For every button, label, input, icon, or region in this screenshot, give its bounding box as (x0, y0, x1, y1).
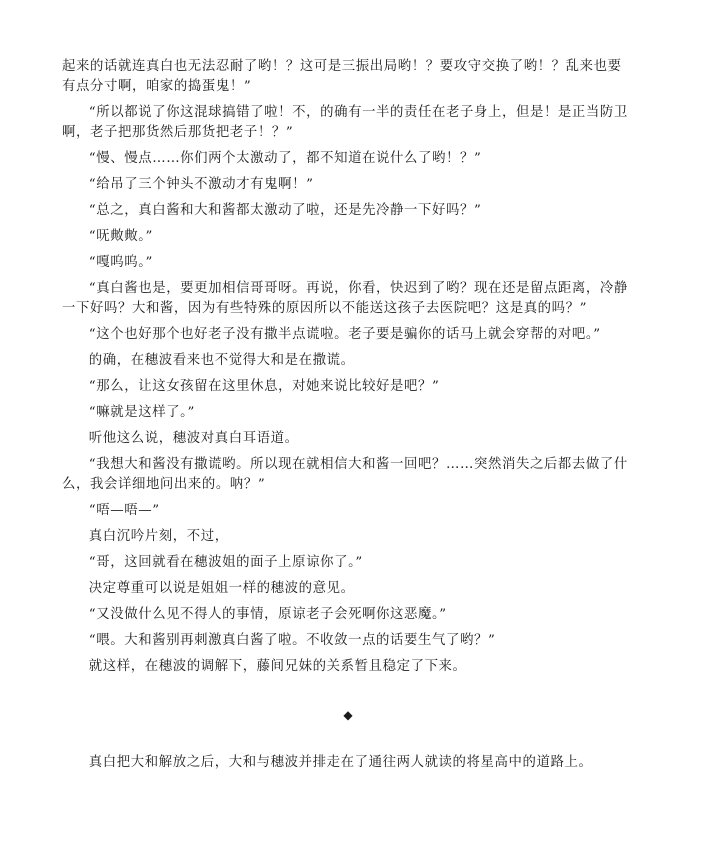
paragraph-14: “我想大和酱没有撒谎哟。所以现在就相信大和酱一回吧？……突然消失之后都去做了什么，我会详细地问出来的。呐？” (62, 457, 628, 492)
paragraph-19: “又没做什么见不得人的事情，原谅老子会死啊你这恶魔。” (88, 607, 447, 622)
paragraph-6: “呒敟敟。” (88, 229, 153, 244)
paragraph-3: “慢、慢点……你们两个太激动了，都不知道在说什么了哟！？” (88, 151, 482, 166)
paragraph-5: “总之，真白酱和大和酱都太激动了啦，还是先冷静一下好吗？” (88, 203, 482, 218)
paragraph-11: “那么，让这女孩留在这里休息，对她来说比较好是吧？” (88, 379, 440, 394)
document-page (62, 57, 634, 773)
paragraph-17: “哥，这回就看在穗波姐的面子上原谅你了。” (88, 555, 363, 570)
paragraph-7: “嘎呜呜。” (88, 255, 153, 270)
closing-paragraph: 真白把大和解放之后，大和与穗波并排走在了通往两人就读的将星高中的道路上。 (88, 755, 593, 770)
section-separator: ◆ (343, 708, 353, 722)
paragraph-10: 的确，在穗波看来也不觉得大和是在撒谎。 (88, 353, 355, 368)
paragraph-9: “这个也好那个也好老子没有撒半点谎啦。老子要是骗你的话马上就会穿帮的对吧。” (88, 327, 601, 342)
paragraph-8: “真白酱也是，要更加相信哥哥呀。再说，你看，快迟到了哟？现在还是留点距离，冷静一下好吗？大和酱，因为有些特殊的原因所以不能送这孩子去医院吧？这是真的吗？” (62, 281, 628, 316)
paragraph-16: 真白沉吟片刻，不过， (88, 529, 229, 544)
paragraph-20: “喂。大和酱别再刺激真白酱了啦。不收敛一点的话要生气了哟？” (88, 633, 496, 648)
paragraph-18: 决定尊重可以说是姐姐一样的穗波的意见。 (88, 581, 355, 596)
paragraph-4: “给吊了三个钟头不激动才有鬼啊！” (88, 177, 314, 192)
paragraph-21: 就这样，在穗波的调解下，藤间兄妹的关系暂且稳定了下来。 (88, 659, 467, 674)
paragraph-13: 听他这么说，穗波对真白耳语道。 (88, 431, 299, 446)
paragraph-1: 起来的话就连真白也无法忍耐了哟！？这可是三振出局哟！？要攻守交换了哟！？乱来也要有点分寸啊，咱家的捣蛋鬼！” (62, 59, 622, 94)
paragraph-12: “嘛就是这样了。” (88, 405, 195, 420)
paragraph-2: “所以都说了你这混球搞错了啦！不，的确有一半的责任在老子身上，但是！是正当防卫啊，老子把那货然后那货把老子！？” (62, 105, 628, 140)
paragraph-15: “唔—唔—” (88, 503, 160, 518)
